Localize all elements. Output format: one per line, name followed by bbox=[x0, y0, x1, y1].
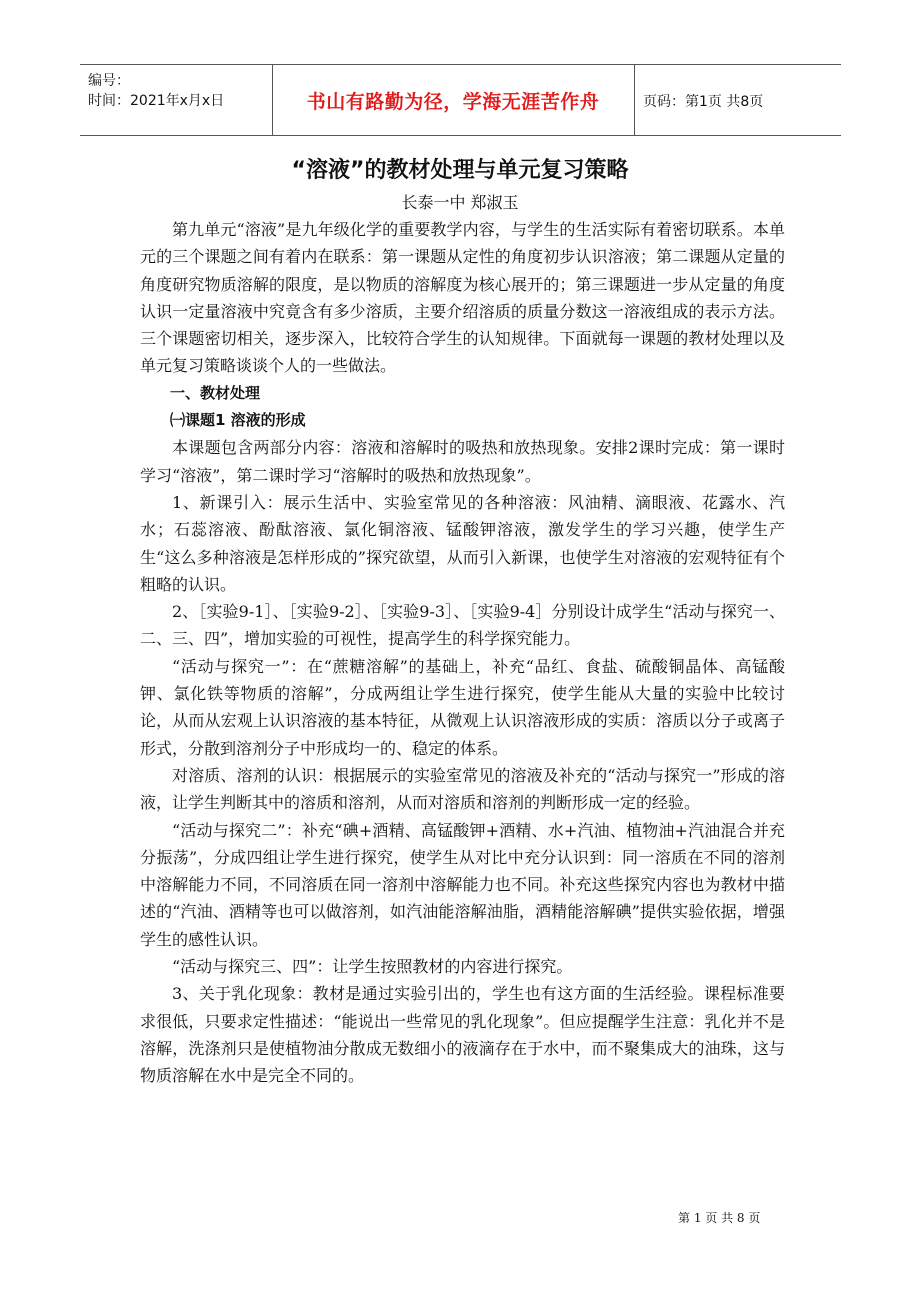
body-paragraph: 第九单元“溶液”是九年级化学的重要教学内容，与学生的生活实际有着密切联系。本单元的三个课题之间有着内在联系：第一课题从定性的角度初步认识溶液；第二课题从定量的角度研究物质溶解的限度，是以物质的溶解度为核心展开的；第三课题进一步从定量的角度认识一定量溶液中究竟含有多少溶质，主要介绍溶质的质量分数这一溶液组成的表示方法。三个课题密切相关，逐步深入，比较符合学生的认知规律。下面就每一课题的教材处理以及单元复习策略谈谈个人的一些做法。 bbox=[140, 220, 785, 376]
body-paragraph: 1、新课引入：展示生活中、实验室常见的各种溶液：风油精、滴眼液、花露水、汽水；石蕊溶液、酚酞溶液、氯化铜溶液、锰酸钾溶液，激发学生的学习兴趣，使学生产生“这么多种溶液是怎样形成的”探究欲望，从而引入新课，也使学生对溶液的宏观特征有个粗略的认识。 bbox=[140, 492, 785, 594]
document-title: “溶液”的教材处理与单元复习策略 bbox=[291, 158, 629, 183]
section-heading: 一、教材处理 bbox=[170, 383, 261, 402]
header-page-number: 页码：第1页 共8页 bbox=[643, 94, 764, 110]
body-paragraph: 对溶质、溶剂的认识：根据展示的实验室常见的溶液及补充的“活动与探究一”形成的溶液，让学生判断其中的溶质和溶剂，从而对溶质和溶剂的判断形成一定的经验。 bbox=[140, 765, 785, 813]
body-paragraph: 2、［实验9-1］、［实验9-2］、［实验9-3］、［实验9-4］分别设计成学生“活动与探究一、二、三、四”，增加实验的可视性，提高学生的科学探究能力。 bbox=[140, 602, 785, 649]
header-table bbox=[80, 64, 841, 136]
body-paragraph: “活动与探究三、四”：让学生按照教材的内容进行探究。 bbox=[172, 957, 573, 977]
body-paragraph: 本课题包含两部分内容：溶液和溶解时的吸热和放热现象。安排2课时完成：第一课时学习“溶液”，第二课时学习“溶解时的吸热和放热现象”。 bbox=[140, 438, 785, 485]
document-author: 长泰一中 郑淑玉 bbox=[401, 193, 519, 212]
page-footer: 第 1 页 共 8 页 bbox=[678, 1211, 761, 1225]
document-number-label: 编号： bbox=[88, 73, 130, 89]
header-motto: 书山有路勤为径，学海无涯苦作舟 bbox=[306, 90, 600, 113]
document-body bbox=[140, 216, 785, 1090]
body-paragraph: 3、关于乳化现象：教材是通过实验引出的，学生也有这方面的生活经验。课程标准要求很低，只要求定性描述：“能说出一些常见的乳化现象”。但应提醒学生注意：乳化并不是溶解，洗涤剂只是使植物油分散成无数细小的液滴存在于水中，而不聚集成大的油珠，这与物质溶解在水中是完全不同的。 bbox=[140, 984, 785, 1086]
header-meta bbox=[88, 71, 224, 111]
body-paragraph: “活动与探究一”：在“蔗糖溶解”的基础上，补充“品红、食盐、硫酸铜晶体、高锰酸钾、氯化铁等物质的溶解”，分成两组让学生进行探究，使学生能从大量的实验中比较讨论，从而从宏观上认识溶液的基本特征，从微观上认识溶液形成的实质：溶质以分子或离子形式，分散到溶剂分子中形成均一的、稳定的体系。 bbox=[140, 656, 785, 758]
section-heading: ㈠课题1 溶液的形成 bbox=[170, 411, 306, 430]
document-time-label: 时间：2021年x月x日 bbox=[88, 93, 225, 109]
body-paragraph: “活动与探究二”：补充“碘+酒精、高锰酸钾+酒精、水+汽油、植物油+汽油混合并充分振荡”，分成四组让学生进行探究，使学生从对比中充分认识到：同一溶质在不同的溶剂中溶解能力不同，不同溶质在同一溶剂中溶解能力也不同。补充这些探究内容也为教材中描述的“汽油、酒精等也可以做溶剂，如汽油能溶解油脂，酒精能溶解碘”提供实验依据，增强学生的感性认识。 bbox=[140, 820, 785, 949]
header-divider bbox=[634, 65, 635, 135]
